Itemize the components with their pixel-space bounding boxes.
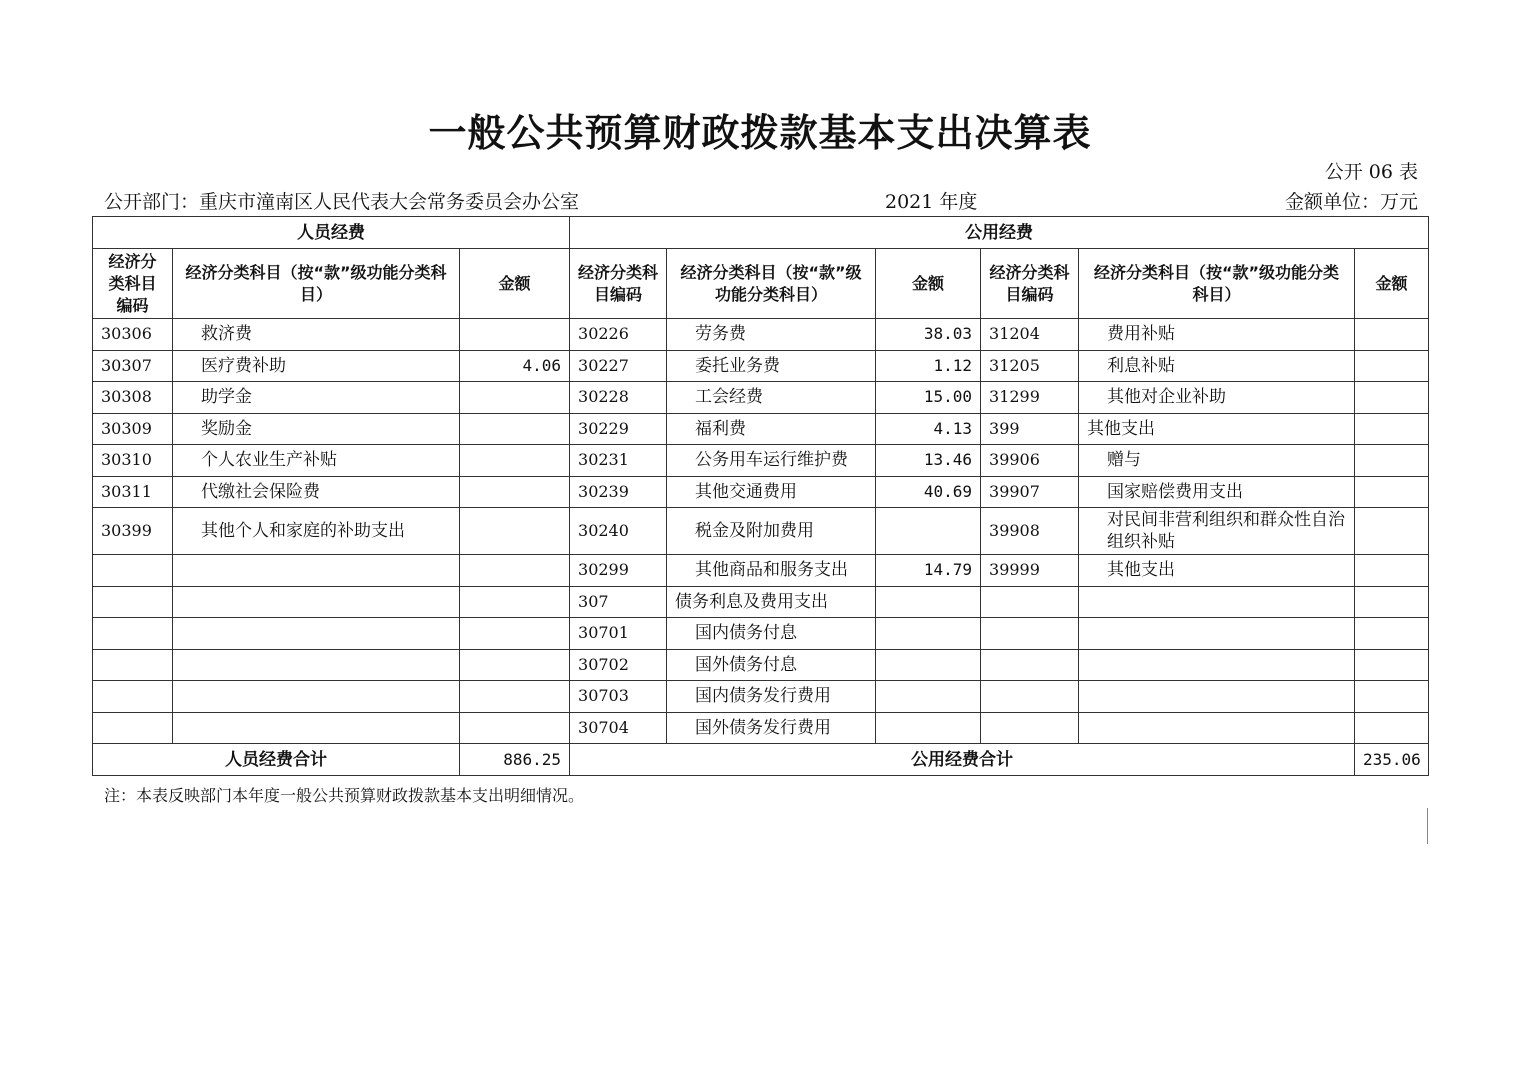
cell-public-b-code: 399 xyxy=(981,413,1079,445)
cell-public-b-code xyxy=(981,586,1079,618)
cell-public-b-name: 其他支出 xyxy=(1079,413,1355,445)
cell-public-b-amount xyxy=(1355,618,1429,650)
table-row xyxy=(93,555,1429,587)
cell-personnel-amount xyxy=(460,649,570,681)
cell-public-a-name: 税金及附加费用 xyxy=(667,508,876,555)
cell-public-b-code: 39907 xyxy=(981,476,1079,508)
cell-personnel-code xyxy=(93,681,173,713)
cell-public-b-name: 其他对企业补助 xyxy=(1079,382,1355,414)
table-row xyxy=(93,445,1429,477)
cell-personnel-amount xyxy=(460,476,570,508)
cell-personnel-code xyxy=(93,555,173,587)
cell-public-b-name: 对民间非营利组织和群众性自治组织补贴 xyxy=(1079,508,1355,555)
cell-public-a-amount xyxy=(876,712,981,744)
table-row xyxy=(93,350,1429,382)
cell-personnel-name xyxy=(173,618,460,650)
personnel-group-header: 人员经费 xyxy=(93,217,570,249)
cell-public-a-name: 债务利息及费用支出 xyxy=(667,586,876,618)
cell-public-a-code: 30240 xyxy=(570,508,667,555)
cell-public-b-amount xyxy=(1355,586,1429,618)
personnel-total-label: 人员经费合计 xyxy=(93,744,460,776)
cell-personnel-name xyxy=(173,555,460,587)
cell-personnel-name: 奖励金 xyxy=(173,413,460,445)
cell-public-b-name: 赠与 xyxy=(1079,445,1355,477)
col-header-public-b-amount: 金额 xyxy=(1355,249,1429,319)
cell-public-b-amount xyxy=(1355,476,1429,508)
public-total-value: 235.06 xyxy=(1355,744,1429,776)
cell-personnel-name: 医疗费补助 xyxy=(173,350,460,382)
col-header-public-b-name: 经济分类科目（按“款”级功能分类科目） xyxy=(1079,249,1355,319)
cell-personnel-name: 助学金 xyxy=(173,382,460,414)
cell-personnel-code xyxy=(93,618,173,650)
cell-public-b-name xyxy=(1079,712,1355,744)
table-row xyxy=(93,681,1429,713)
cell-public-a-name: 其他商品和服务支出 xyxy=(667,555,876,587)
cell-public-b-amount xyxy=(1355,350,1429,382)
cell-public-a-code: 30701 xyxy=(570,618,667,650)
cell-public-b-amount xyxy=(1355,681,1429,713)
amount-unit: 金额单位：万元 xyxy=(1284,191,1418,213)
cell-public-a-name: 公务用车运行维护费 xyxy=(667,445,876,477)
table-row xyxy=(93,712,1429,744)
cell-public-a-name: 劳务费 xyxy=(667,319,876,351)
table-row xyxy=(93,319,1429,351)
cell-public-b-amount xyxy=(1355,319,1429,351)
cell-personnel-code: 30311 xyxy=(93,476,173,508)
cell-personnel-code: 30308 xyxy=(93,382,173,414)
cell-personnel-amount xyxy=(460,712,570,744)
cell-public-a-code: 30228 xyxy=(570,382,667,414)
cell-public-b-amount xyxy=(1355,508,1429,555)
cell-personnel-code xyxy=(93,586,173,618)
cell-public-a-name: 委托业务费 xyxy=(667,350,876,382)
cell-personnel-amount xyxy=(460,681,570,713)
col-header-public-a-code: 经济分类科目编码 xyxy=(570,249,667,319)
cell-public-a-amount xyxy=(876,508,981,555)
cell-public-b-code: 31299 xyxy=(981,382,1079,414)
cell-personnel-name: 代缴社会保险费 xyxy=(173,476,460,508)
footnote: 注：本表反映部门本年度一般公共预算财政拨款基本支出明细情况。 xyxy=(104,786,585,805)
cell-public-a-code: 30299 xyxy=(570,555,667,587)
fiscal-year: 2021 年度 xyxy=(885,191,978,213)
table-row xyxy=(93,586,1429,618)
cell-personnel-amount xyxy=(460,586,570,618)
cell-personnel-code: 30306 xyxy=(93,319,173,351)
cell-public-a-name: 工会经费 xyxy=(667,382,876,414)
cell-personnel-code: 30307 xyxy=(93,350,173,382)
col-header-public-a-amount: 金额 xyxy=(876,249,981,319)
cell-public-b-name: 费用补贴 xyxy=(1079,319,1355,351)
cell-personnel-name xyxy=(173,712,460,744)
cell-public-a-code: 30702 xyxy=(570,649,667,681)
cell-personnel-name: 其他个人和家庭的补助支出 xyxy=(173,508,460,555)
cell-public-a-name: 国外债务发行费用 xyxy=(667,712,876,744)
cell-public-a-code: 30703 xyxy=(570,681,667,713)
cell-public-b-code xyxy=(981,649,1079,681)
cell-public-b-code: 31205 xyxy=(981,350,1079,382)
column-header-row xyxy=(93,249,1429,319)
cell-personnel-name: 个人农业生产补贴 xyxy=(173,445,460,477)
cell-public-b-code: 39908 xyxy=(981,508,1079,555)
cell-personnel-amount xyxy=(460,413,570,445)
cell-public-b-name xyxy=(1079,681,1355,713)
cell-public-a-code: 307 xyxy=(570,586,667,618)
table-row xyxy=(93,413,1429,445)
group-header-row xyxy=(93,217,1429,249)
cell-public-b-amount xyxy=(1355,445,1429,477)
cell-personnel-amount xyxy=(460,319,570,351)
cell-public-b-code xyxy=(981,618,1079,650)
budget-table xyxy=(92,216,1429,776)
cell-personnel-code: 30310 xyxy=(93,445,173,477)
table-row xyxy=(93,649,1429,681)
cell-personnel-name xyxy=(173,649,460,681)
cell-public-a-code: 30227 xyxy=(570,350,667,382)
cell-public-a-amount xyxy=(876,618,981,650)
cell-personnel-amount xyxy=(460,508,570,555)
totals-row xyxy=(93,744,1429,776)
cell-public-a-code: 30229 xyxy=(570,413,667,445)
cell-public-b-name xyxy=(1079,618,1355,650)
cell-personnel-code: 30309 xyxy=(93,413,173,445)
cell-public-a-code: 30226 xyxy=(570,319,667,351)
cell-personnel-amount: 4.06 xyxy=(460,350,570,382)
cell-public-b-amount xyxy=(1355,382,1429,414)
cell-public-a-code: 30231 xyxy=(570,445,667,477)
col-header-public-b-code: 经济分类科目编码 xyxy=(981,249,1079,319)
cell-public-b-name xyxy=(1079,649,1355,681)
cell-personnel-amount xyxy=(460,382,570,414)
cell-public-a-name: 福利费 xyxy=(667,413,876,445)
cell-public-a-name: 国外债务付息 xyxy=(667,649,876,681)
cell-personnel-amount xyxy=(460,618,570,650)
cell-public-b-name: 利息补贴 xyxy=(1079,350,1355,382)
cell-personnel-name xyxy=(173,681,460,713)
cell-public-a-amount: 4.13 xyxy=(876,413,981,445)
table-row xyxy=(93,382,1429,414)
cell-personnel-code xyxy=(93,649,173,681)
cell-public-a-name: 其他交通费用 xyxy=(667,476,876,508)
cell-public-b-amount xyxy=(1355,712,1429,744)
cell-public-b-name: 其他支出 xyxy=(1079,555,1355,587)
cell-public-b-amount xyxy=(1355,413,1429,445)
cell-public-a-amount: 1.12 xyxy=(876,350,981,382)
cell-personnel-code xyxy=(93,712,173,744)
table-row xyxy=(93,508,1429,555)
divider-line xyxy=(1427,808,1428,844)
cell-public-b-name: 国家赔偿费用支出 xyxy=(1079,476,1355,508)
cell-public-a-amount: 14.79 xyxy=(876,555,981,587)
table-row xyxy=(93,618,1429,650)
cell-public-b-code: 39999 xyxy=(981,555,1079,587)
col-header-personnel-amount: 金额 xyxy=(460,249,570,319)
cell-public-a-amount xyxy=(876,649,981,681)
cell-personnel-amount xyxy=(460,555,570,587)
public-total-label: 公用经费合计 xyxy=(570,744,1355,776)
col-header-personnel-code: 经济分类科目编码 xyxy=(93,249,173,319)
cell-public-a-name: 国内债务付息 xyxy=(667,618,876,650)
cell-public-a-code: 30704 xyxy=(570,712,667,744)
col-header-personnel-name: 经济分类科目（按“款”级功能分类科目） xyxy=(173,249,460,319)
cell-public-a-name: 国内债务发行费用 xyxy=(667,681,876,713)
cell-public-b-code xyxy=(981,712,1079,744)
cell-public-b-code: 39906 xyxy=(981,445,1079,477)
cell-public-a-amount xyxy=(876,681,981,713)
cell-personnel-name: 救济费 xyxy=(173,319,460,351)
cell-public-b-code: 31204 xyxy=(981,319,1079,351)
cell-public-a-amount: 38.03 xyxy=(876,319,981,351)
table-row xyxy=(93,476,1429,508)
cell-public-b-amount xyxy=(1355,649,1429,681)
department-label: 公开部门：重庆市潼南区人民代表大会常务委员会办公室 xyxy=(104,191,580,213)
cell-personnel-name xyxy=(173,586,460,618)
cell-public-a-code: 30239 xyxy=(570,476,667,508)
personnel-total-value: 886.25 xyxy=(460,744,570,776)
cell-public-a-amount: 40.69 xyxy=(876,476,981,508)
col-header-public-a-name: 经济分类科目（按“款”级功能分类科目） xyxy=(667,249,876,319)
cell-public-a-amount: 15.00 xyxy=(876,382,981,414)
cell-public-a-amount: 13.46 xyxy=(876,445,981,477)
page-title: 一般公共预算财政拨款基本支出决算表 xyxy=(428,111,1092,155)
cell-public-a-amount xyxy=(876,586,981,618)
cell-public-b-amount xyxy=(1355,555,1429,587)
public-group-header: 公用经费 xyxy=(570,217,1429,249)
cell-public-b-name xyxy=(1079,586,1355,618)
form-number: 公开 06 表 xyxy=(1324,161,1418,183)
cell-personnel-amount xyxy=(460,445,570,477)
cell-personnel-code: 30399 xyxy=(93,508,173,555)
cell-public-b-code xyxy=(981,681,1079,713)
